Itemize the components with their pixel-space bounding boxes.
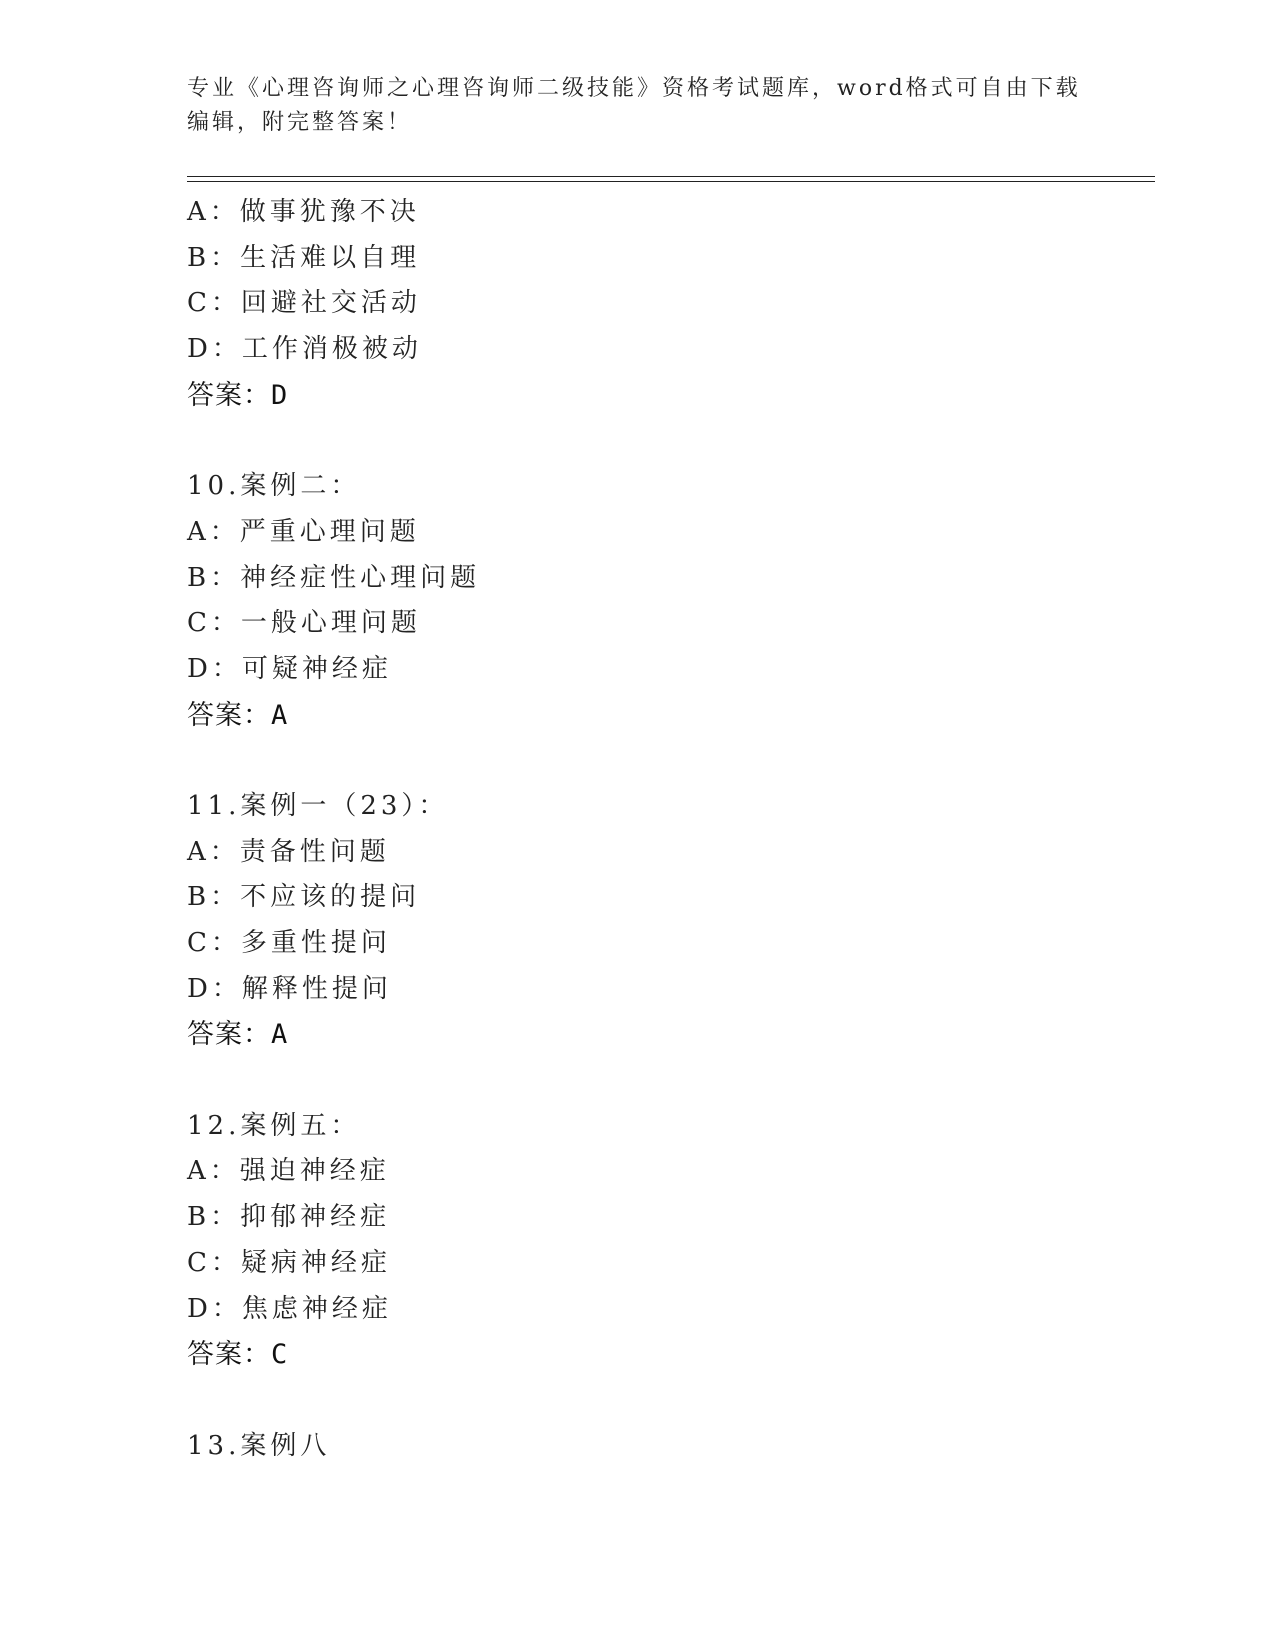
spacer [187, 1378, 1147, 1424]
option-c: C：疑病神经症 [187, 1247, 391, 1278]
option-d: D：可疑神经症 [187, 653, 392, 684]
spacer [187, 738, 1147, 784]
option-b: B：生活难以自理 [187, 242, 421, 273]
answer-line: 答案：A [187, 1019, 289, 1051]
question-block [187, 190, 1147, 418]
question-list [187, 190, 1147, 1469]
spacer [187, 418, 1147, 464]
question-title: 10.案例二： [187, 471, 361, 502]
option-d: D：工作消极被动 [187, 334, 422, 365]
question-title: 12.案例五： [187, 1110, 361, 1141]
header-line-1: 专业《心理咨询师之心理咨询师二级技能》资格考试题库，word格式可自由下载 [187, 76, 1081, 101]
option-a: A：强迫神经症 [187, 1156, 390, 1187]
option-b: B：神经症性心理问题 [187, 562, 481, 593]
header-divider-bottom [187, 181, 1155, 182]
question-block [187, 1424, 1147, 1470]
header-divider-top [187, 176, 1155, 177]
answer-line: 答案：C [187, 1339, 289, 1371]
answer-line: 答案：A [187, 699, 289, 731]
option-b: B：抑郁神经症 [187, 1202, 391, 1233]
option-a: A：严重心理问题 [187, 516, 420, 547]
document-header [187, 72, 1087, 140]
option-d: D：焦虑神经症 [187, 1293, 392, 1324]
option-a: A：做事犹豫不决 [187, 197, 420, 227]
question-block [187, 1104, 1147, 1378]
question-block [187, 784, 1147, 1058]
question-title: 13.案例八 [187, 1430, 331, 1461]
option-b: B：不应该的提问 [187, 882, 421, 913]
option-c: C：回避社交活动 [187, 288, 421, 319]
spacer [187, 1058, 1147, 1104]
option-c: C：多重性提问 [187, 928, 391, 958]
option-a: A：责备性问题 [187, 836, 390, 867]
question-title: 11.案例一（23）： [187, 790, 449, 821]
option-d: D：解释性提问 [187, 973, 392, 1004]
header-line-2: 编辑，附完整答案！ [187, 110, 413, 135]
answer-line: 答案：D [187, 379, 289, 411]
question-block [187, 464, 1147, 738]
option-c: C：一般心理问题 [187, 608, 421, 639]
